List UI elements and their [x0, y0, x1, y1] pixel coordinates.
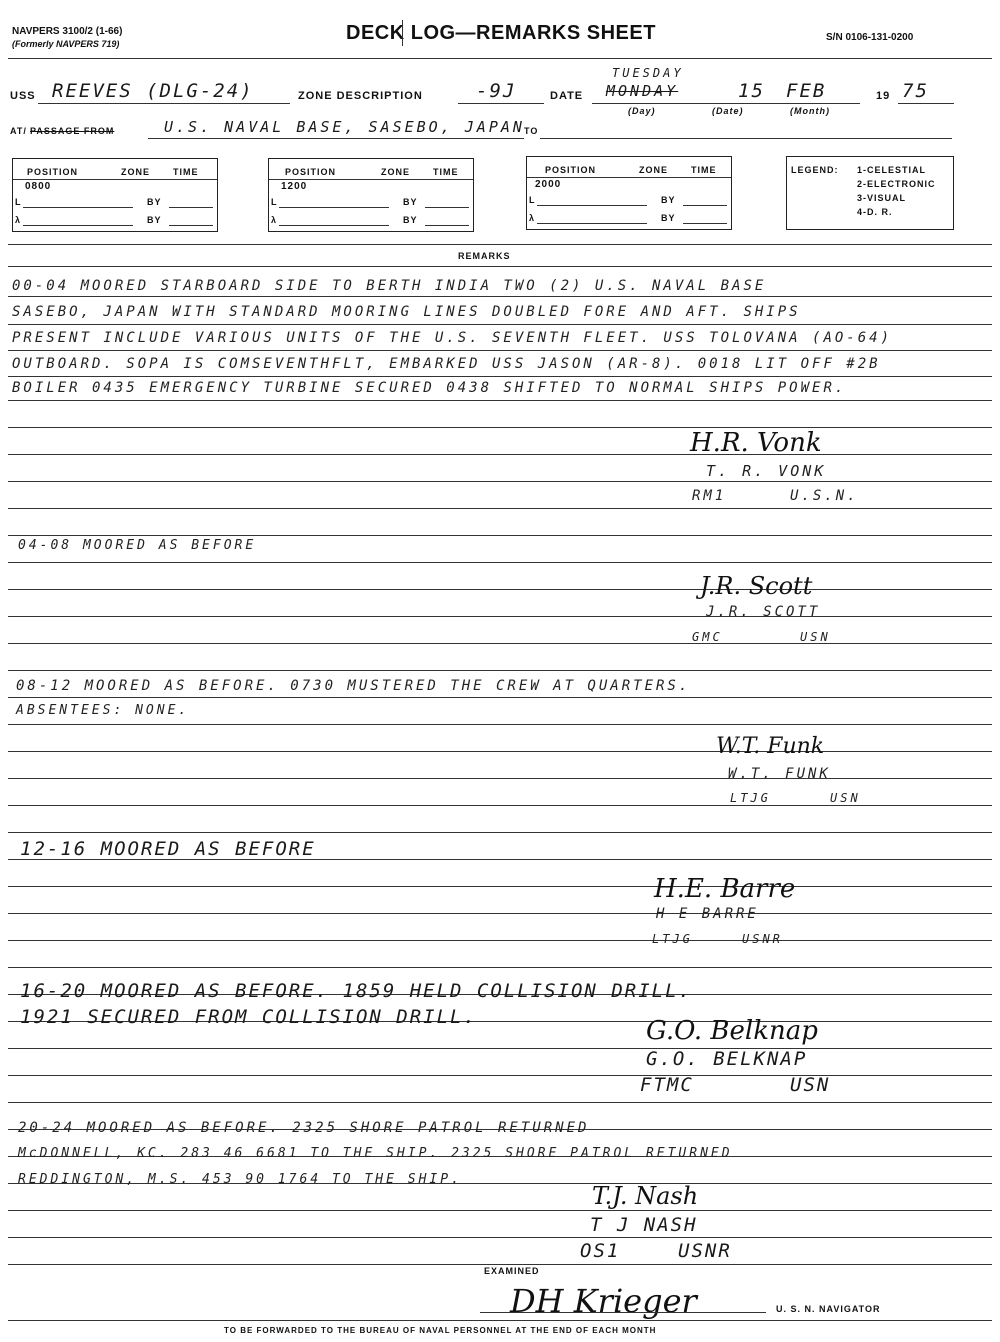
date-caption: (Date)	[712, 106, 744, 116]
signer-name: W.T. FUNK	[728, 766, 831, 782]
zone-description-label: ZONE DESCRIPTION	[298, 90, 423, 102]
entry-line: ABSENTEES: NONE.	[16, 703, 190, 718]
date-label: DATE	[550, 90, 584, 102]
year-value: 75	[902, 80, 929, 102]
at-underline	[148, 138, 524, 139]
signer-service: USNR	[678, 1240, 732, 1262]
signer-rate: GMC	[692, 630, 723, 644]
forward-note: TO BE FORWARDED TO THE BUREAU OF NAVAL PERSONNEL AT THE END OF EACH MONTH	[224, 1326, 657, 1335]
navigator-label: U. S. N. NAVIGATOR	[776, 1304, 881, 1314]
position-label: POSITION	[27, 167, 79, 177]
signature-nash: T.J. Nash	[592, 1182, 699, 1210]
signer-rate: OS1	[580, 1240, 621, 1262]
legend-item: 3-VISUAL	[857, 193, 907, 203]
day-caption: (Day)	[628, 106, 656, 116]
remarks-label: REMARKS	[458, 251, 511, 261]
by-label: BY	[661, 213, 676, 223]
signer-rate: LTJG	[730, 791, 771, 805]
position-time-value: 2000	[535, 179, 562, 190]
signer-service: U.S.N.	[790, 488, 859, 504]
at-label: AT/	[10, 126, 27, 136]
formerly-number: (Formerly NAVPERS 719)	[12, 39, 120, 49]
signer-rate: RM1	[692, 488, 727, 504]
time-label: TIME	[173, 167, 199, 177]
zone-description-value: -9J	[476, 80, 517, 102]
day-value: TUESDAY	[612, 66, 684, 80]
at-value: U.S. NAVAL BASE, SASEBO, JAPAN	[164, 118, 525, 136]
by-label: BY	[403, 215, 418, 225]
entry-line: PRESENT INCLUDE VARIOUS UNITS OF THE U.S. SEVENTH FLEET. USS TOLOVANA (AO-64)	[12, 330, 893, 346]
title-tick	[402, 20, 403, 46]
zone-label: ZONE	[381, 167, 411, 177]
position-box-0800	[12, 158, 218, 232]
signature-scott: J.R. Scott	[700, 572, 813, 600]
signer-name: H E BARRE	[656, 906, 759, 922]
to-underline	[540, 138, 952, 139]
position-label: POSITION	[545, 165, 597, 175]
time-label: TIME	[433, 167, 459, 177]
signer-service: USN	[800, 630, 831, 644]
position-time-value: 0800	[25, 181, 52, 192]
entry-line: McDONNELL, KC. 283 46 6681 TO THE SHIP. 2325 SHORE PATROL RETURNED	[18, 1146, 733, 1161]
month-caption: (Month)	[790, 106, 830, 116]
lat-symbol: L	[529, 195, 536, 205]
stock-number: S/N 0106-131-0200	[826, 32, 914, 43]
entry-line: 12-16 MOORED AS BEFORE	[20, 838, 316, 860]
entry-line: 00-04 MOORED STARBOARD SIDE TO BERTH INDIA TWO (2) U.S. NAVAL BASE	[12, 278, 767, 294]
entry-line: 20-24 MOORED AS BEFORE. 2325 SHORE PATROL RETURNED	[18, 1120, 590, 1136]
examiner-signature: DH Krieger	[510, 1282, 697, 1320]
lat-symbol: L	[271, 197, 278, 207]
entry-line: OUTBOARD. SOPA IS COMSEVENTHFLT, EMBARKED USS JASON (AR-8). 0018 LIT OFF #2B	[12, 356, 881, 372]
signer-service: USNR	[742, 932, 783, 946]
signature-funk: W.T. Funk	[716, 734, 825, 759]
entry-line: 04-08 MOORED AS BEFORE	[18, 538, 257, 553]
by-label: BY	[147, 215, 162, 225]
signature-vonk: H.R. Vonk	[690, 428, 822, 458]
date-underline	[592, 103, 860, 104]
long-symbol: λ	[529, 213, 536, 223]
position-time-value: 1200	[281, 181, 308, 192]
signer-name: T. R. VONK	[706, 462, 827, 480]
by-label: BY	[147, 197, 162, 207]
uss-label: USS	[10, 90, 36, 102]
signature-barre: H.E. Barre	[654, 874, 796, 904]
signature-belknap: G.O. Belknap	[646, 1016, 818, 1046]
to-label: TO	[524, 126, 539, 136]
signer-rate: LTJG	[652, 932, 693, 946]
entry-line: BOILER 0435 EMERGENCY TURBINE SECURED 0438 SHIFTED TO NORMAL SHIPS POWER.	[12, 380, 847, 396]
long-symbol: λ	[271, 215, 278, 225]
uss-value: REEVES (DLG-24)	[52, 80, 254, 102]
entry-line: SASEBO, JAPAN WITH STANDARD MOORING LINES DOUBLED FORE AND AFT. SHIPS	[12, 304, 801, 320]
position-label: POSITION	[285, 167, 337, 177]
lat-symbol: L	[15, 197, 22, 207]
entry-line: 08-12 MOORED AS BEFORE. 0730 MUSTERED THE CREW AT QUARTERS.	[16, 678, 691, 694]
month-value: FEB	[786, 80, 827, 102]
time-label: TIME	[691, 165, 717, 175]
legend-label: LEGEND:	[791, 165, 839, 175]
position-box-2000	[526, 156, 732, 230]
entry-line: 1921 SECURED FROM COLLISION DRILL.	[20, 1006, 477, 1028]
signer-service: USN	[790, 1074, 831, 1096]
year-prefix: 19	[876, 90, 891, 102]
year-underline	[898, 103, 954, 104]
form-title: DECK LOG—REMARKS SHEET	[346, 22, 656, 44]
legend-item: 1-CELESTIAL	[857, 165, 927, 175]
by-label: BY	[403, 197, 418, 207]
entry-line: REDDINGTON, M.S. 453 90 1764 TO THE SHIP.	[18, 1172, 462, 1187]
zone-label: ZONE	[121, 167, 151, 177]
examiner-underline	[480, 1312, 766, 1313]
signer-name: J.R. SCOTT	[706, 604, 821, 620]
signer-rate: FTMC	[640, 1074, 694, 1096]
legend-item: 2-ELECTRONIC	[857, 179, 936, 189]
signer-name: G.O. BELKNAP	[646, 1048, 808, 1070]
legend-box	[786, 156, 954, 230]
zone-label: ZONE	[639, 165, 669, 175]
footer-rule	[8, 1320, 992, 1321]
by-label: BY	[661, 195, 676, 205]
entry-line: 16-20 MOORED AS BEFORE. 1859 HELD COLLISION DRILL.	[20, 980, 692, 1002]
uss-underline	[38, 103, 290, 104]
header-rule	[8, 58, 992, 59]
position-box-1200	[268, 158, 474, 232]
zone-underline	[458, 103, 544, 104]
legend-item: 4-D. R.	[857, 207, 893, 217]
form-number: NAVPERS 3100/2 (1-66)	[12, 26, 123, 37]
signer-name: T J NASH	[590, 1214, 698, 1236]
date-value: 15	[738, 80, 765, 102]
examined-label: EXAMINED	[484, 1266, 540, 1276]
long-symbol: λ	[15, 215, 22, 225]
passage-from-struck: PASSAGE FROM	[30, 126, 115, 136]
signer-service: USN	[830, 791, 861, 805]
day-struck: MONDAY	[606, 82, 679, 100]
